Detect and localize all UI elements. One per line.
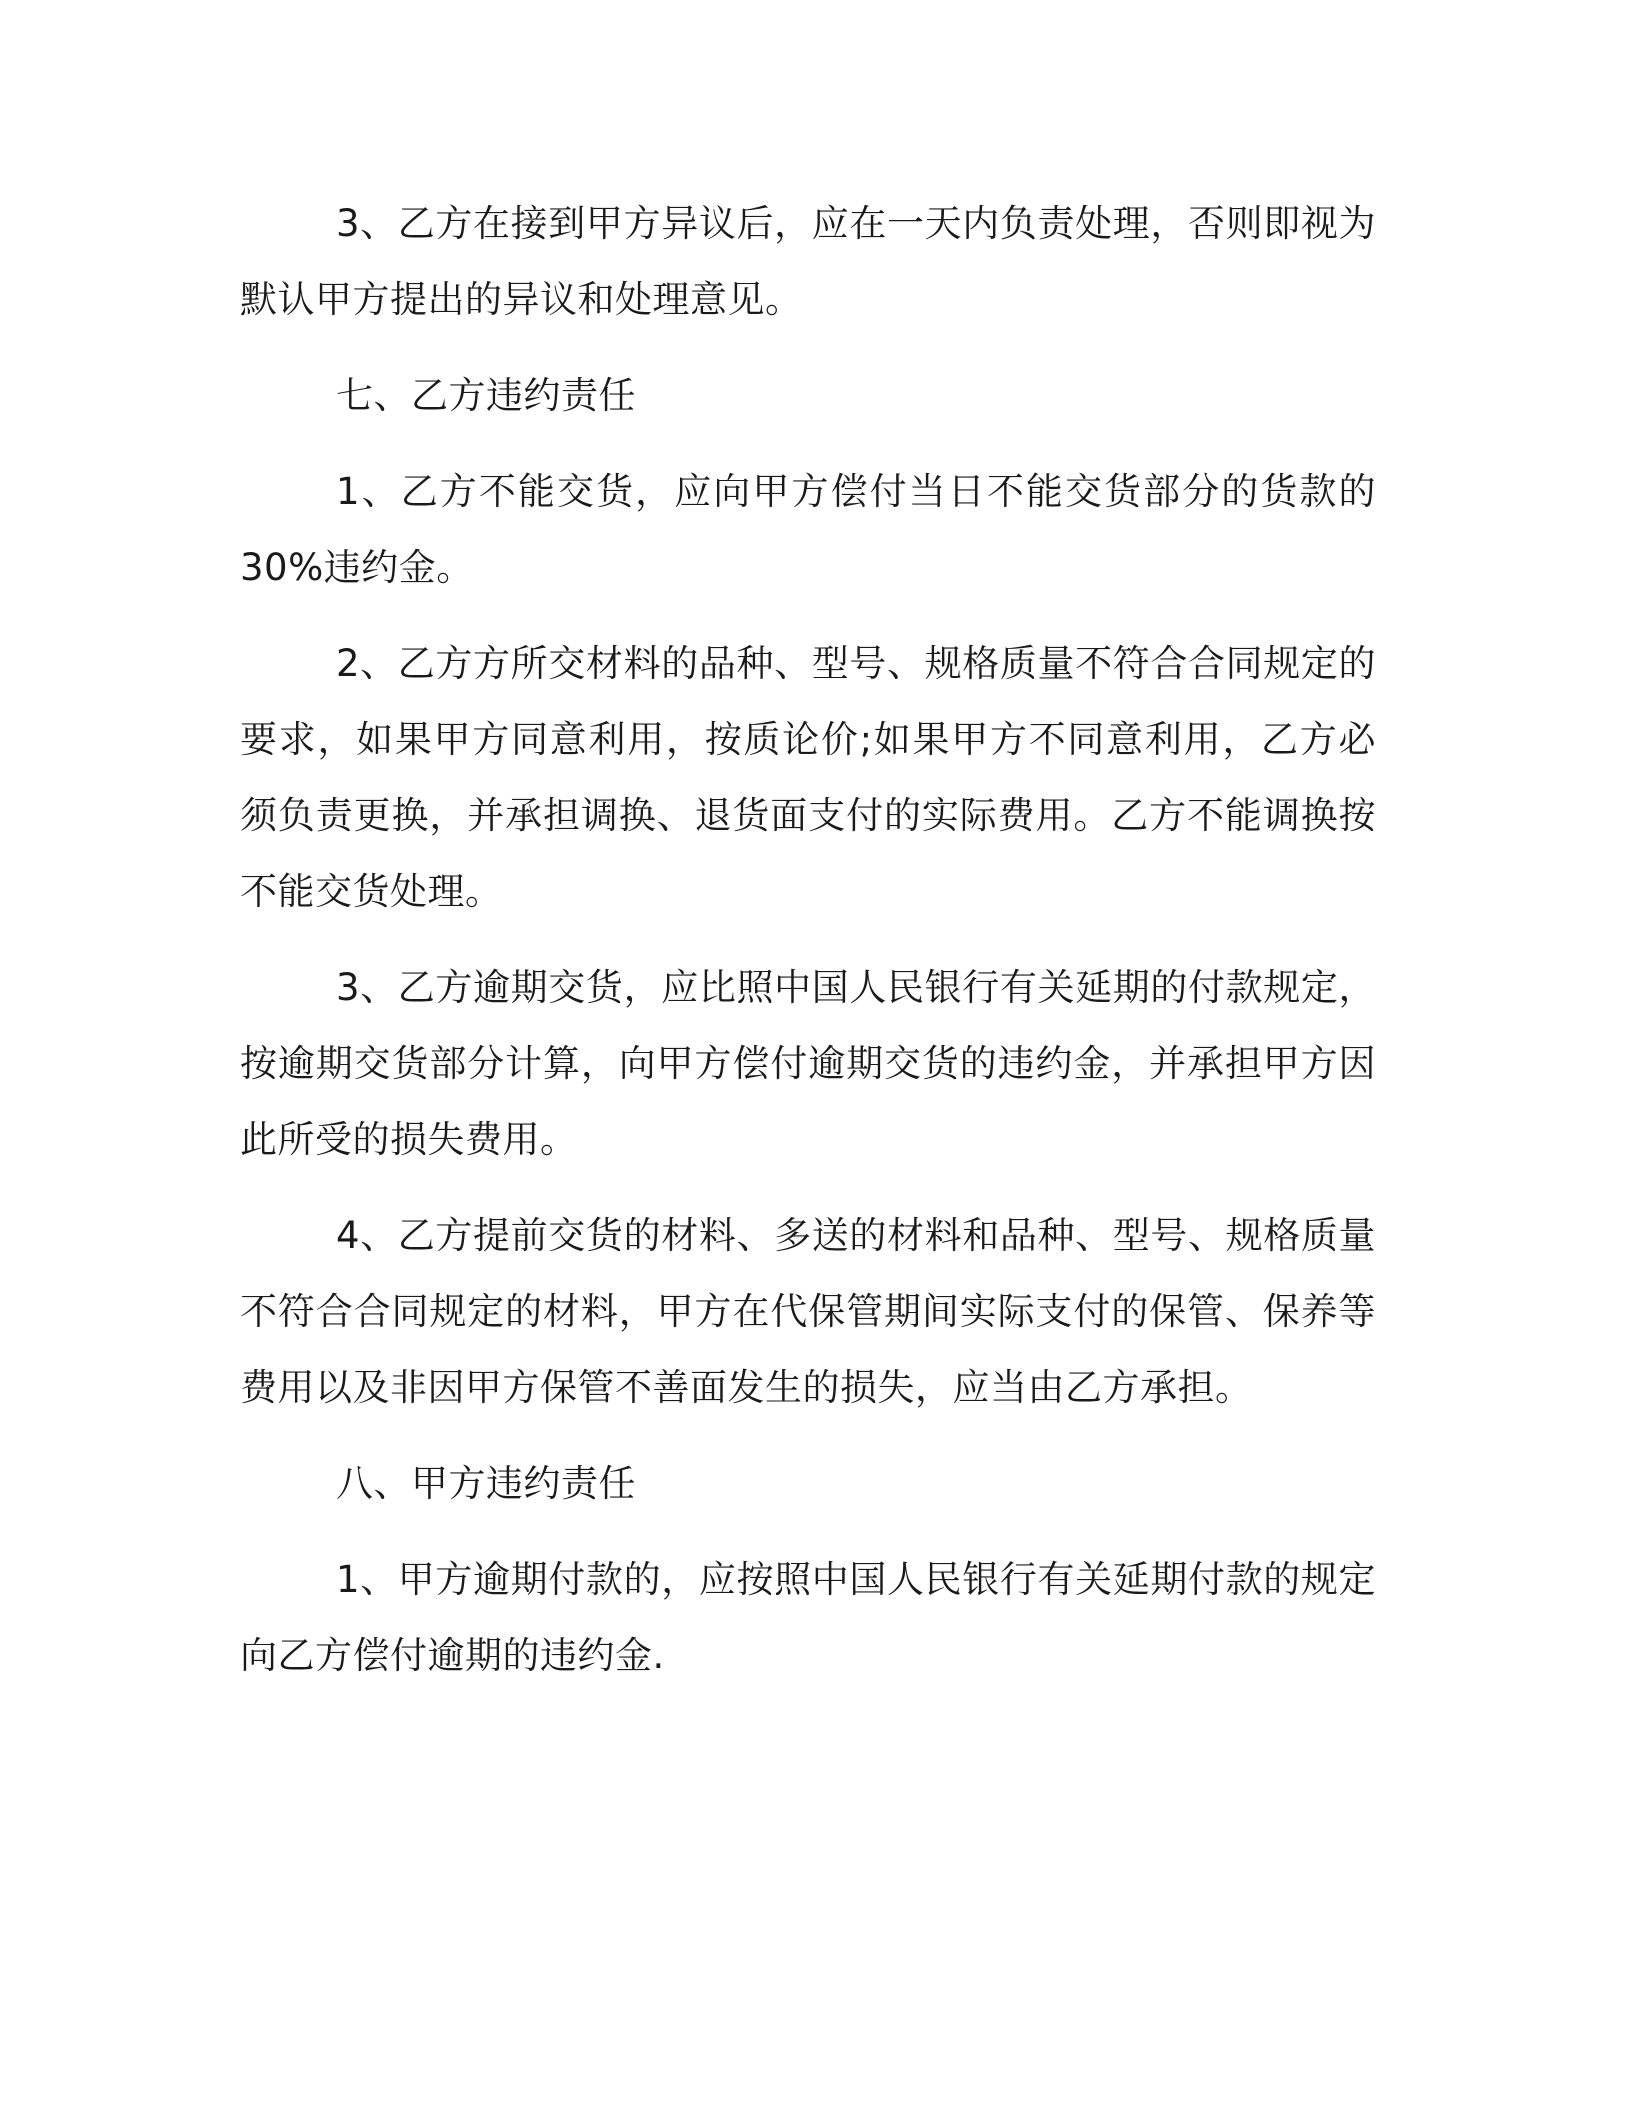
paragraph-item-3-objection-handling: 3、乙方在接到甲方异议后，应在一天内负责处理，否则即视为默认甲方提出的异议和处理意见。 bbox=[240, 202, 1376, 321]
document-body bbox=[240, 186, 1376, 1714]
paragraph-item-2-nonconforming-material: 2、乙方方所交材料的品种、型号、规格质量不符合合同规定的要求，如果甲方同意利用，按质论价;如果甲方不同意利用，乙方必须负责更换，并承担调换、退货面支付的实际费用。乙方不能调换按不能交货处理。 bbox=[240, 642, 1376, 913]
section-heading-7-party-b-liability: 七、乙方违约责任 bbox=[336, 374, 636, 417]
paragraph-item-1-late-payment: 1、甲方逾期付款的，应按照中国人民银行有关延期付款的规定向乙方偿付逾期的违约金. bbox=[240, 1558, 1376, 1677]
paragraph-item-1-no-delivery: 1、乙方不能交货，应向甲方偿付当日不能交货部分的货款的30%违约金。 bbox=[240, 470, 1376, 589]
section-heading-8-party-a-liability: 八、甲方违约责任 bbox=[336, 1462, 636, 1505]
paragraph-item-4-early-delivery: 4、乙方提前交货的材料、多送的材料和品种、型号、规格质量不符合合同规定的材料，甲方在代保管期间实际支付的保管、保养等费用以及非因甲方保管不善面发生的损失，应当由乙方承担。 bbox=[240, 1214, 1376, 1409]
paragraph-item-3-late-delivery: 3、乙方逾期交货，应比照中国人民银行有关延期的付款规定，按逾期交货部分计算，向甲方偿付逾期交货的违约金，并承担甲方因此所受的损失费用。 bbox=[240, 966, 1376, 1161]
